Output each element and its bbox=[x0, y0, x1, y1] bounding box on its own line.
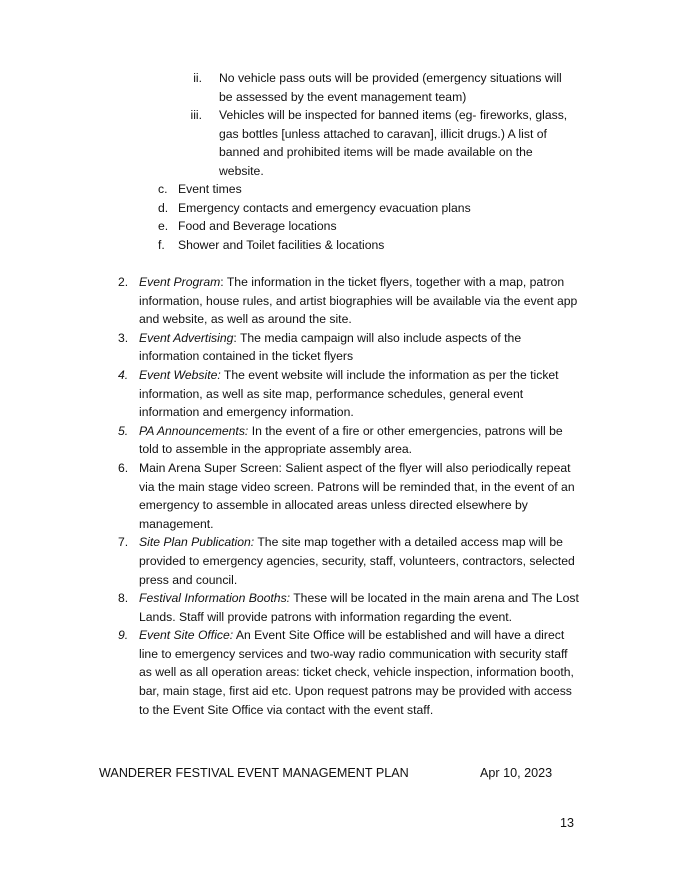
list-item bbox=[158, 180, 578, 199]
list-item-text: The media campaign will also include aspects of the information contained in the ticket flyers bbox=[139, 330, 522, 364]
list-item bbox=[118, 422, 582, 459]
list-item bbox=[180, 106, 575, 180]
list-marker: 9. bbox=[118, 628, 129, 643]
list-item-text: Event times bbox=[178, 182, 242, 196]
list-item-title: Event Site Office: bbox=[139, 628, 234, 643]
list-item-text: The information in the ticket flyers, together with a map, patron information, house rules, and artist biographies will be available via the event app and website, as well as around the site. bbox=[139, 275, 578, 327]
list-item bbox=[118, 533, 582, 589]
main-numbered-list bbox=[118, 273, 582, 719]
list-item-title: Site Plan Publication: bbox=[139, 535, 255, 550]
list-item bbox=[118, 366, 582, 422]
list-marker: e. bbox=[158, 219, 169, 234]
list-item-text: Vehicles will be inspected for banned items (eg- fireworks, glass, gas bottles [unless attached to caravan], illicit drugs.) A list of banned and prohibited items will be made available on the website. bbox=[219, 108, 568, 178]
list-item bbox=[118, 273, 582, 329]
footer-date: Apr 10, 2023 bbox=[480, 766, 553, 780]
list-marker: iii. bbox=[190, 108, 202, 123]
list-item-text: The site map together with a detailed access map will be provided to emergency agencies, security, staff, volunteers, contractors, selected press and council. bbox=[139, 535, 575, 587]
list-item-text: Shower and Toilet facilities & locations bbox=[178, 237, 385, 252]
list-marker: 7. bbox=[118, 535, 129, 550]
list-item bbox=[180, 69, 575, 106]
footer-title: WANDERER FESTIVAL EVENT MANAGEMENT PLAN bbox=[99, 766, 409, 780]
list-item bbox=[118, 589, 582, 626]
sub-list-alpha bbox=[158, 180, 578, 254]
page-footer bbox=[99, 766, 559, 780]
list-item bbox=[118, 459, 582, 533]
list-marker: c. bbox=[158, 182, 168, 196]
list-item bbox=[158, 199, 578, 218]
list-marker: 4. bbox=[118, 367, 129, 382]
list-item-text: Main Arena Super Screen: Salient aspect of the flyer will also periodically repeat via the main stage video screen. Patrons will be reminded that, in the event of an emergency to assemble in allocated areas unless directed elsewhere by management. bbox=[139, 460, 575, 531]
list-item-text: No vehicle pass outs will be provided (emergency situations will be assessed by the event management team) bbox=[219, 71, 562, 104]
list-item bbox=[118, 626, 582, 719]
list-item-title: Event Website: bbox=[139, 367, 221, 382]
list-item bbox=[158, 217, 578, 236]
list-marker: d. bbox=[158, 200, 169, 215]
list-item bbox=[118, 329, 582, 366]
list-item-text: These will be located in the main arena and The Lost Lands. Staff will provide patrons with information regarding the event. bbox=[139, 591, 579, 624]
list-item-title: Event Program bbox=[139, 275, 221, 289]
list-marker: 6. bbox=[118, 460, 129, 475]
title-separator: : bbox=[220, 275, 227, 289]
list-marker: f. bbox=[158, 237, 165, 252]
list-marker: 5. bbox=[118, 423, 129, 438]
list-item-text: In the event of a fire or other emergencies, patrons will be told to assemble in the appropriate assembly area. bbox=[139, 423, 563, 457]
list-item-title: Festival Information Booths: bbox=[139, 591, 291, 606]
list-item-text: Food and Beverage locations bbox=[178, 219, 337, 234]
list-item-text: An Event Site Office will be established and will have a direct line to emergency services and two-way radio communication with security staff as well as all operation areas: ticket check, vehicle inspection, information booth, bar, main stage, first aid etc. Upon request patrons may be provided with access to the Event Site Office via contact with the event staff. bbox=[139, 628, 574, 717]
list-marker: 8. bbox=[118, 591, 129, 606]
list-item-text: The event website will include the information as per the ticket information, as well as site map, performance schedules, general event information and emergency information. bbox=[139, 367, 559, 420]
list-item-title: Event Advertising bbox=[139, 330, 234, 345]
list-item-text: Emergency contacts and emergency evacuation plans bbox=[178, 200, 471, 215]
list-item bbox=[158, 236, 578, 255]
title-separator: : bbox=[233, 330, 240, 345]
list-item-title: PA Announcements: bbox=[139, 423, 249, 438]
list-marker: ii. bbox=[193, 71, 202, 85]
sub-list-roman bbox=[180, 69, 575, 181]
list-marker: 3. bbox=[118, 330, 129, 345]
list-marker: 2. bbox=[118, 275, 129, 289]
page-number: 13 bbox=[560, 816, 575, 830]
